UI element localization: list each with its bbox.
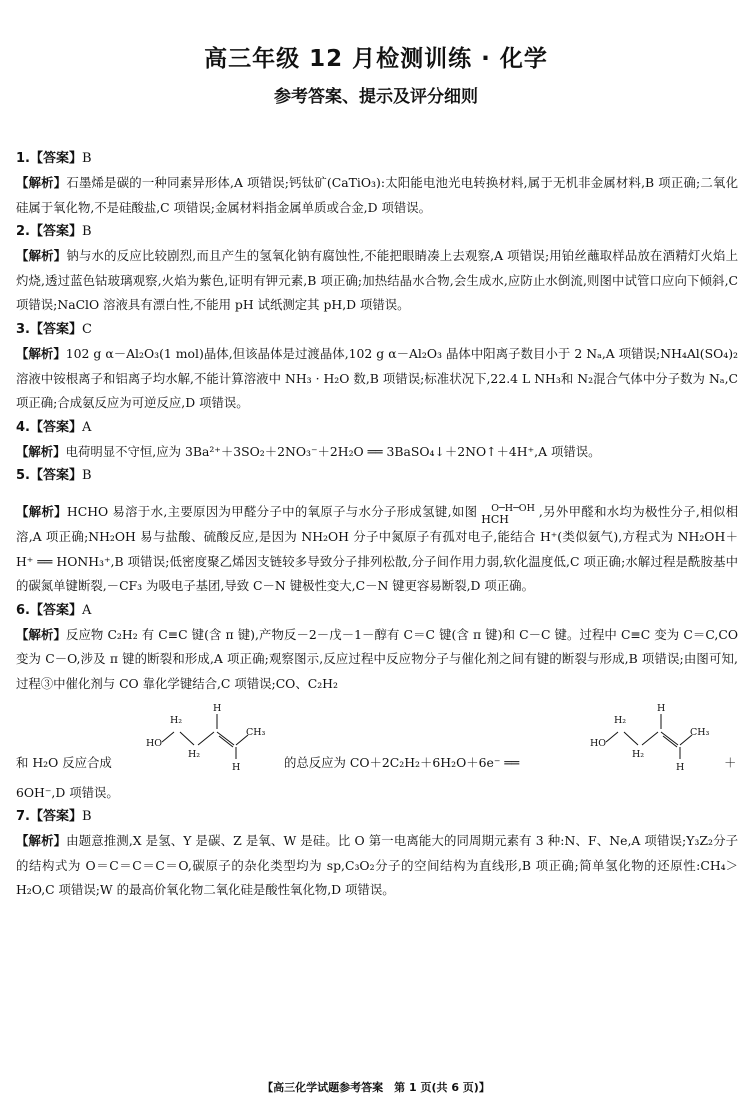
question-6-analysis-end (16, 781, 738, 806)
answer-value: B (82, 151, 92, 166)
question-5-answer (16, 464, 738, 488)
analysis-tag: 【解析】 (16, 248, 67, 264)
question-1-analysis (16, 171, 738, 220)
question-5-analysis (16, 500, 738, 598)
question-6-analysis (16, 623, 738, 697)
analysis-tag: 【解析】 (16, 175, 67, 190)
question-number: 4. (16, 419, 30, 435)
question-number: 5. (16, 468, 30, 484)
struct-label-hb: H (232, 761, 241, 773)
struct-label-h: H (657, 702, 666, 714)
struct-label-hb: H (676, 761, 685, 773)
analysis-text: 反应物 C₂H₂ 有 C≡C 键(含 π 键),产物反－2－戊－1－醇有 C＝C 键(含 π 键)和 C－C 键。过程中 C≡C 变为 C＝C,CO 变为 C－O,涉及 π 键的断裂和形成,A 项正确;观察图示,反应过程中反应物分子与催化剂之间有键的断裂与形成,B 项错误;由图可知,过程③中催化剂与 CO 靠化学键结合,C 项错误;CO、C₂H₂ (16, 626, 739, 691)
answer-value: B (82, 468, 92, 484)
analysis-text: 电荷明显不守恒,应为 3Ba²⁺＋3SO₂＋2NO₃⁻＋2H₂O ══ 3BaSO₄↓＋2NO↑＋4H⁺,A 项错误。 (65, 443, 601, 459)
struct-label-oh: HO (146, 737, 163, 749)
answer-value: C (82, 321, 92, 337)
question-2-answer (16, 220, 738, 244)
question-number: 3. (16, 321, 30, 337)
product-structure-right (588, 699, 718, 779)
answer-tag: 【答案】 (29, 468, 82, 484)
answer-value: A (82, 419, 92, 435)
question-3-answer (16, 318, 738, 342)
hbond-bottom-label: HCH (481, 512, 509, 526)
analysis-tag: 【解析】 (16, 626, 66, 642)
answer-tag: 【答案】 (29, 419, 82, 435)
answer-value: B (82, 224, 92, 240)
answer-tag: 【答案】 (29, 809, 82, 825)
analysis-text: 和 H₂O 反应合成 (16, 754, 112, 770)
question-3-analysis (16, 342, 738, 416)
struct-label-h2a: H₂ (614, 714, 627, 726)
question-6-answer (16, 599, 738, 623)
page-subtitle: 参考答案、提示及评分细则 (274, 87, 478, 107)
struct-label-ch3: CH₃ (246, 726, 266, 738)
struct-label-h: H (213, 702, 222, 714)
question-4-analysis (16, 440, 738, 465)
analysis-text: HCHO 易溶于水,主要原因为甲醛分子中的氧原子与水分子形成氢键,如图 (66, 504, 478, 520)
hydrogen-bond-structure (481, 503, 535, 525)
struct-label-h2b: H₂ (632, 748, 645, 760)
question-1-answer (16, 147, 738, 171)
question-number: 7. (16, 809, 30, 825)
analysis-tag: 【解析】 (16, 443, 66, 459)
answer-tag: 【答案】 (29, 151, 82, 166)
product-structure-left (144, 699, 274, 779)
answer-value: B (82, 809, 92, 825)
page-title: 高三年级 12 月检测训练 · 化学 (204, 46, 548, 72)
analysis-text: 石墨烯是碳的一种同素异形体,A 项错误;钙钛矿(CaTiO₃):太阳能电池光电转换材料,属于无机非金属材料,B 项正确;二氧化硅属于氧化物,不是硅酸盐,C 项错误;金属材料指金属单质或合金,D 项错误。 (16, 175, 738, 215)
struct-label-oh: HO (590, 737, 607, 749)
question-number: 1. (16, 151, 30, 166)
answer-tag: 【答案】 (29, 321, 82, 337)
hbond-top-label: O─H─OH (491, 502, 535, 514)
question-number: 2. (16, 224, 30, 240)
answer-tag: 【答案】 (29, 602, 82, 618)
question-7-analysis (16, 829, 738, 903)
analysis-text: ＋ (724, 754, 737, 770)
analysis-text: 由题意推测,X 是氢、Y 是碳、Z 是氧、W 是硅。比 O 第一电离能大的同周期元素有 3 种:N、F、Ne,A 项错误;Y₃Z₂分子的结构式为 O＝C＝C＝C＝O,碳原子的杂化类型均为 sp,C₃O₂分子的空间结构为直线形,B 项正确;简单氢化物的还原性:CH₄＞H₂O,C 项错误;W 的最高价氧化物二氧化硅是酸性氧化物,D 项错误。 (16, 833, 738, 898)
analysis-text: 钠与水的反应比较剧烈,而且产生的氢氧化钠有腐蚀性,不能把眼睛凑上去观察,A 项错误;用铂丝蘸取样品放在酒精灯火焰上灼烧,透过蓝色钴玻璃观察,火焰为紫色,证明有钾元素,B 项正确;加热结晶水合物,会生成水,应防止水倒流,则图中试管口应向下倾斜,C 项错误;NaClO 溶液具有漂白性,不能用 pH 试纸测定其 pH,D 项错误。 (16, 248, 738, 313)
analysis-text: 6OH⁻,D 项错误。 (16, 784, 119, 800)
answer-list (16, 147, 738, 903)
struct-label-h2b: H₂ (188, 748, 201, 760)
page-footer: 【高三化学试题参考答案 第 1 页(共 6 页)】 (262, 1081, 490, 1094)
answer-tag: 【答案】 (29, 224, 82, 240)
question-4-answer (16, 416, 738, 440)
analysis-tag: 【解析】 (16, 833, 67, 849)
question-number: 6. (16, 602, 30, 618)
analysis-text: ,另外甲醛和水均为极性分子,相似相溶,A 项正确;NH₂OH 易与盐酸、硫酸反应,是因为 NH₂OH 分子中氮原子有孤对电子,能结合 H⁺(类似氨气),方程式为 NH₂OH＋H⁺ ══ HONH₃⁺,B 项错误;低密度聚乙烯因支链较多导致分子排列松散,分子间作用力弱,软化温度低,C 项正确;水解过程是酰胺基中的碳氮单键断裂,－CF₃ 为吸电子基团,导致 C－N 键极性变大,C－N 键更容易断裂,D 项正确。 (16, 504, 738, 594)
question-2-analysis (16, 244, 738, 318)
question-6-equation-line (16, 697, 738, 781)
question-7-answer (16, 805, 738, 829)
struct-label-h2a: H₂ (170, 714, 183, 726)
analysis-tag: 【解析】 (16, 504, 67, 520)
analysis-text: 的总反应为 CO＋2C₂H₂＋6H₂O＋6e⁻ ══ (284, 754, 520, 770)
struct-label-ch3: CH₃ (690, 726, 710, 738)
answer-value: A (82, 602, 92, 618)
analysis-text: 102 g α－Al₂O₃(1 mol)晶体,但该晶体是过渡晶体,102 g α－Al₂O₃ 晶体中阳离子数目小于 2 Nₐ,A 项错误;NH₄Al(SO₄)₂溶液中铵根离子和铝离子均水解,不能计算溶液中 NH₃ · H₂O 数,B 项错误;标准状况下,22.4 L NH₃和 N₂混合气体中分子数为 Nₐ,C 项正确;合成氨反应为可逆反应,D 项错误。 (16, 345, 739, 411)
analysis-tag: 【解析】 (16, 345, 66, 361)
